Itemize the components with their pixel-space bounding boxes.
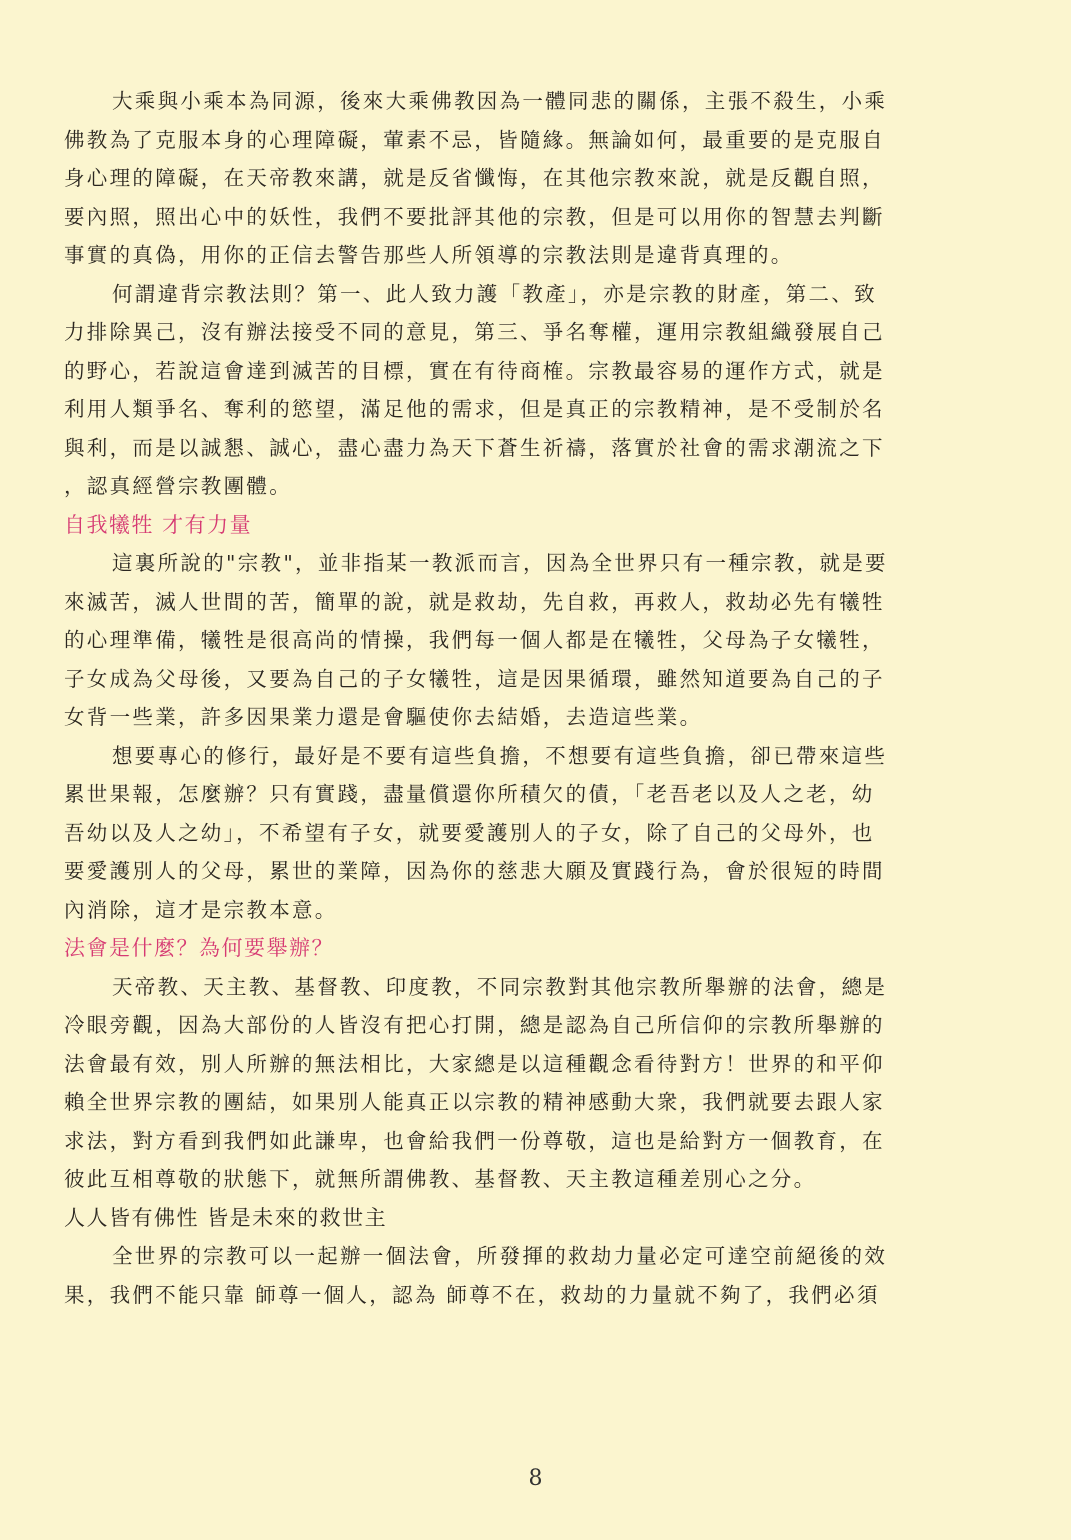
text-line: 來滅苦，滅人世間的苦，簡單的說，就是救劫，先自救，再救人，救劫必先有犧牲: [64, 589, 885, 614]
document-body: [64, 82, 936, 1314]
text-line: 想要專心的修行，最好是不要有這些負擔，不想要有這些負擔，卻已帶來這些: [112, 743, 888, 768]
text-line: 力排除異己，沒有辦法接受不同的意見，第三、爭名奪權，運用宗教組織發展自己: [64, 320, 885, 344]
text-line: 這裏所說的"宗教"，並非指某一教派而言，因為全世界只有一種宗教，就是要: [112, 551, 888, 575]
text-line: ，認真經營宗教團體。: [64, 474, 292, 498]
section-heading: 法會是什麼？為何要舉辦？: [64, 936, 334, 960]
text-line: 全世界的宗教可以一起辦一個法會，所發揮的救劫力量必定可達空前絕後的效: [112, 1244, 888, 1268]
section-heading: 人人皆有佛性 皆是未來的救世主: [64, 1205, 388, 1230]
paragraph: [64, 544, 936, 737]
section-heading: 自我犧牲 才有力量: [64, 512, 253, 537]
text-line: 女背一些業，許多因果業力還是會驅使你去結婚，去造這些業。: [64, 705, 703, 729]
text-line: 冷眼旁觀，因為大部份的人皆沒有把心打開，總是認為自己所信仰的宗教所舉辦的: [64, 1013, 885, 1037]
text-line: 賴全世界宗教的團結，如果別人能真正以宗教的精神感動大衆，我們就要去跟人家: [64, 1090, 885, 1114]
text-line: 與利，而是以誠懇、誠心，盡心盡力為天下蒼生祈禱，落實於社會的需求潮流之下: [64, 435, 885, 460]
paragraph: [64, 82, 936, 275]
text-line: 天帝教、天主教、基督教、印度教，不同宗教對其他宗教所舉辦的法會，總是: [112, 974, 888, 999]
paragraph: [64, 737, 936, 930]
text-line: 吾幼以及人之幼」，不希望有子女，就要愛護別人的子女，除了自己的父母外，也: [64, 820, 875, 845]
text-line: 要愛護別人的父母，累世的業障，因為你的慈悲大願及實踐行為，會於很短的時間: [64, 859, 885, 883]
paragraph: [64, 275, 936, 506]
text-line: 彼此互相尊敬的狀態下，就無所謂佛教、基督教、天主教這種差別心之分。: [64, 1167, 817, 1191]
text-line: 大乘與小乘本為同源，後來大乘佛教因為一體同悲的關係，主張不殺生，小乘: [112, 89, 888, 113]
text-line: 佛教為了克服本身的心理障礙，葷素不忌，皆隨緣。無論如何，最重要的是克服自: [64, 127, 885, 152]
text-line: 的心理準備，犧牲是很高尚的情操，我們每一個人都是在犧牲，父母為子女犧牲，: [64, 628, 885, 652]
text-line: 累世果報，怎麼辦？只有實踐，盡量償還你所積欠的債，「老吾老以及人之老，幼: [64, 782, 875, 806]
text-line: 子女成為父母後，又要為自己的子女犧牲，這是因果循環，雖然知道要為自己的子: [64, 666, 885, 691]
page-number: 8: [528, 1466, 543, 1491]
text-line: 內消除，這才是宗教本意。: [64, 897, 338, 922]
paragraph: [64, 1237, 936, 1314]
text-line: 要內照，照出心中的妖性，我們不要批評其他的宗教，但是可以用你的智慧去判斷: [64, 204, 885, 229]
text-line: 何謂違背宗教法則？第一、此人致力護「教產」，亦是宗教的財產，第二、致: [112, 281, 877, 306]
text-line: 的野心，若說這會達到滅苦的目標，實在有待商榷。宗教最容易的運作方式，就是: [64, 358, 885, 383]
text-line: 利用人類爭名、奪利的慾望，滿足他的需求，但是真正的宗教精神，是不受制於名: [64, 397, 885, 421]
paragraph: [64, 968, 936, 1199]
text-line: 法會最有效，別人所辦的無法相比，大家總是以這種觀念看待對方！世界的和平仰: [64, 1051, 885, 1076]
text-line: 事實的真偽，用你的正信去警告那些人所領導的宗教法則是違背真理的。: [64, 243, 794, 267]
text-line: 求法，對方看到我們如此謙卑，也會給我們一份尊敬，這也是給對方一個教育，在: [64, 1128, 885, 1153]
text-line: 身心理的障礙，在天帝教來講，就是反省懺悔，在其他宗教來說，就是反觀自照，: [64, 166, 885, 190]
text-line: 果，我們不能只靠 師尊一個人，認為 師尊不在，救劫的力量就不夠了，我們必須: [64, 1282, 880, 1307]
